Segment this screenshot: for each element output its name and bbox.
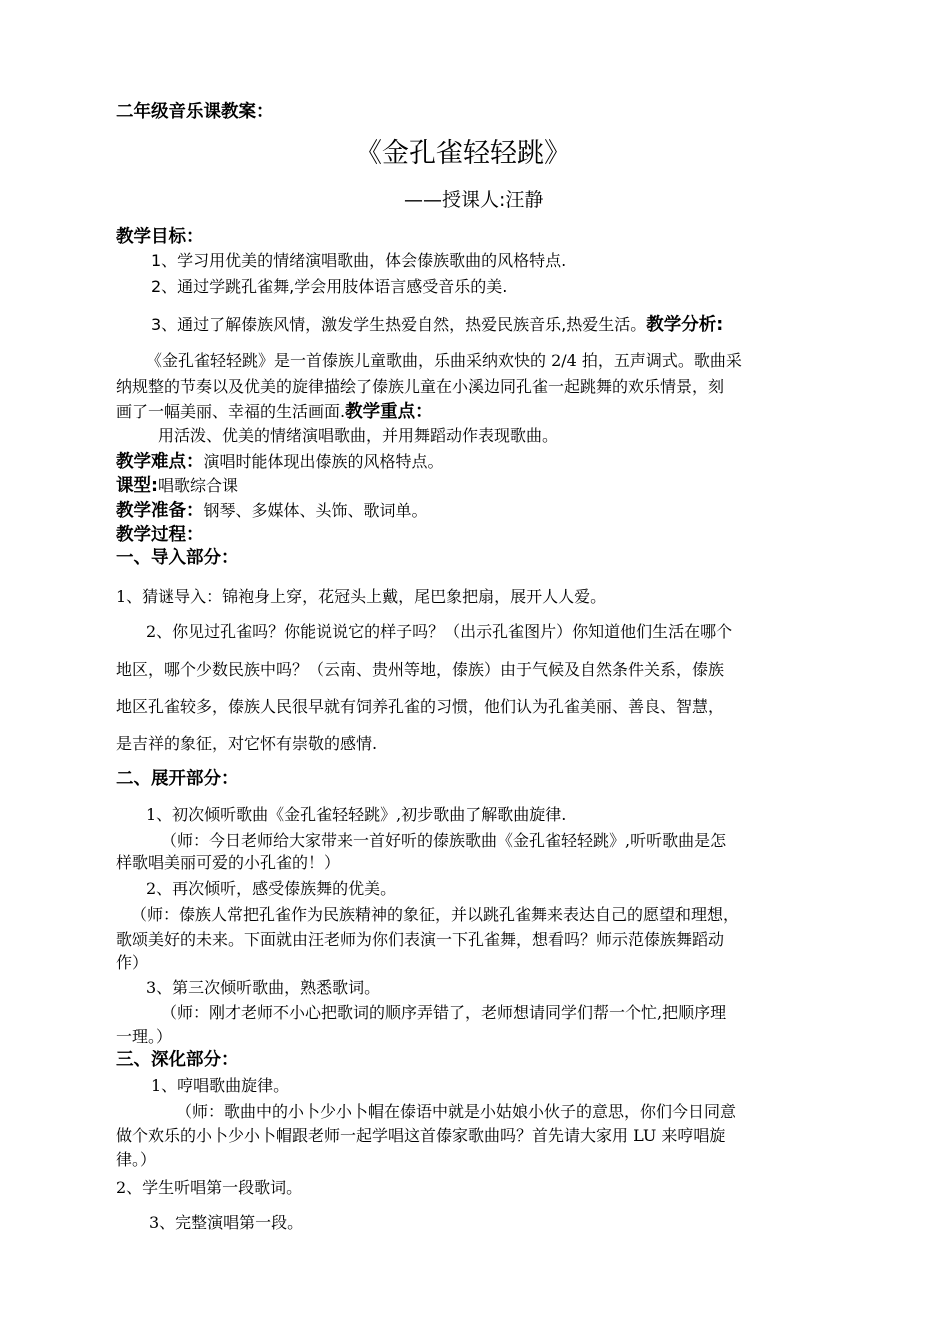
- develop-line: （师：刚才老师不小心把歌词的顺序弄错了，老师想请同学们帮一个忙,把顺序理: [161, 1003, 727, 1022]
- preparation-text: 钢琴、多媒体、头饰、歌词单。: [203, 501, 428, 520]
- difficulty-heading: 教学难点：: [116, 452, 204, 472]
- develop-line: （师：傣族人常把孔雀作为民族精神的象征，并以跳孔雀舞来表达自己的愿望和理想，: [131, 905, 740, 924]
- deepen-line: 律。）: [116, 1150, 157, 1169]
- develop-line: 1、初次倾听歌曲《金孔雀轻轻跳》,初步歌曲了解歌曲旋律.: [146, 805, 567, 824]
- analysis-line: 《金孔雀轻轻跳》是一首傣族儿童歌曲，乐曲采纳欢快的 2/4 拍，五声调式。歌曲采: [146, 351, 742, 370]
- lesson-type-heading: 课型:: [116, 476, 158, 496]
- deepen-line: （师：歌曲中的小卜少小卜帽在傣语中就是小姑娘小伙子的意思，你们今日同意: [176, 1102, 737, 1121]
- develop-line: 歌颂美好的未来。下面就由汪老师为你们表演一下孔雀舞，想看吗？师示范傣族舞蹈动: [116, 930, 725, 949]
- difficulty-line: [116, 451, 444, 473]
- deepen-line: 做个欢乐的小卜少小卜帽跟老师一起学唱这首傣家歌曲吗？首先请大家用 LU 来哼唱旋: [116, 1126, 726, 1145]
- objective-item: 1、学习用优美的情绪演唱歌曲，体会傣族歌曲的风格特点.: [151, 251, 567, 270]
- key-point-heading: 教学重点：: [345, 402, 433, 422]
- author-line: ——授课人:汪静: [404, 189, 544, 211]
- analysis-line: 画了一幅美丽、幸福的生活画面.: [116, 402, 346, 421]
- key-point-text: 用活泼、优美的情绪演唱歌曲，并用舞蹈动作表现歌曲。: [158, 426, 559, 445]
- intro-line: 1、猜谜导入：锦袍身上穿，花冠头上戴，尾巴象把扇，展开人人爱。: [116, 587, 607, 606]
- document-title: 《金孔雀轻轻跳》: [355, 138, 571, 169]
- preparation-heading: 教学准备：: [116, 501, 204, 521]
- intro-line: 2、你见过孔雀吗？你能说说它的样子吗？（出示孔雀图片）你知道他们生活在哪个: [146, 622, 733, 641]
- intro-line: 是吉祥的象征，对它怀有崇敬的感情.: [116, 734, 378, 753]
- develop-line: 2、再次倾听，感受傣族舞的优美。: [146, 879, 397, 898]
- process-heading: 教学过程：: [116, 525, 204, 545]
- deepen-heading: 三、深化部分：: [116, 1050, 239, 1070]
- develop-line: （师：今日老师给大家带来一首好听的傣族歌曲《金孔雀轻轻跳》,听听歌曲是怎: [161, 831, 727, 850]
- deepen-line: 2、学生听唱第一段歌词。: [116, 1178, 303, 1197]
- analysis-line-with-heading: [116, 401, 433, 423]
- objective-item-with-heading: [151, 314, 723, 336]
- preparation-line: [116, 500, 428, 522]
- deepen-line: 1、哼唱歌曲旋律。: [151, 1076, 290, 1095]
- develop-line: 样歌唱美丽可爱的小孔雀的！）: [116, 853, 341, 872]
- intro-heading: 一、导入部分：: [116, 548, 239, 568]
- develop-line: 3、第三次倾听歌曲，熟悉歌词。: [146, 978, 381, 997]
- objective-item: 3、通过了解傣族风情，激发学生热爱自然，热爱民族音乐,热爱生活。: [151, 315, 647, 334]
- difficulty-text: 演唱时能体现出傣族的风格特点。: [203, 452, 444, 471]
- develop-line: 一理。）: [116, 1027, 173, 1046]
- deepen-line: 3、完整演唱第一段。: [149, 1213, 304, 1232]
- analysis-line: 纳规整的节奏以及优美的旋律描绘了傣族儿童在小溪边同孔雀一起跳舞的欢乐情景，刻: [116, 377, 725, 396]
- objectives-heading: 教学目标：: [116, 227, 204, 247]
- lesson-type-line: [116, 475, 238, 497]
- objective-item: 2、通过学跳孔雀舞,学会用肢体语言感受音乐的美.: [151, 277, 508, 296]
- develop-line: 作）: [116, 953, 149, 972]
- develop-heading: 二、展开部分：: [116, 769, 239, 789]
- grade-label: 二年级音乐课教案：: [116, 102, 274, 122]
- intro-line: 地区，哪个少数民族中吗？（云南、贵州等地，傣族）由于气候及自然条件关系，傣族: [116, 660, 725, 679]
- intro-line: 地区孔雀较多，傣族人民很早就有饲养孔雀的习惯，他们认为孔雀美丽、善良、智慧，: [116, 697, 725, 716]
- analysis-heading: 教学分析:: [646, 315, 724, 335]
- lesson-type-text: 唱歌综合课: [158, 476, 239, 495]
